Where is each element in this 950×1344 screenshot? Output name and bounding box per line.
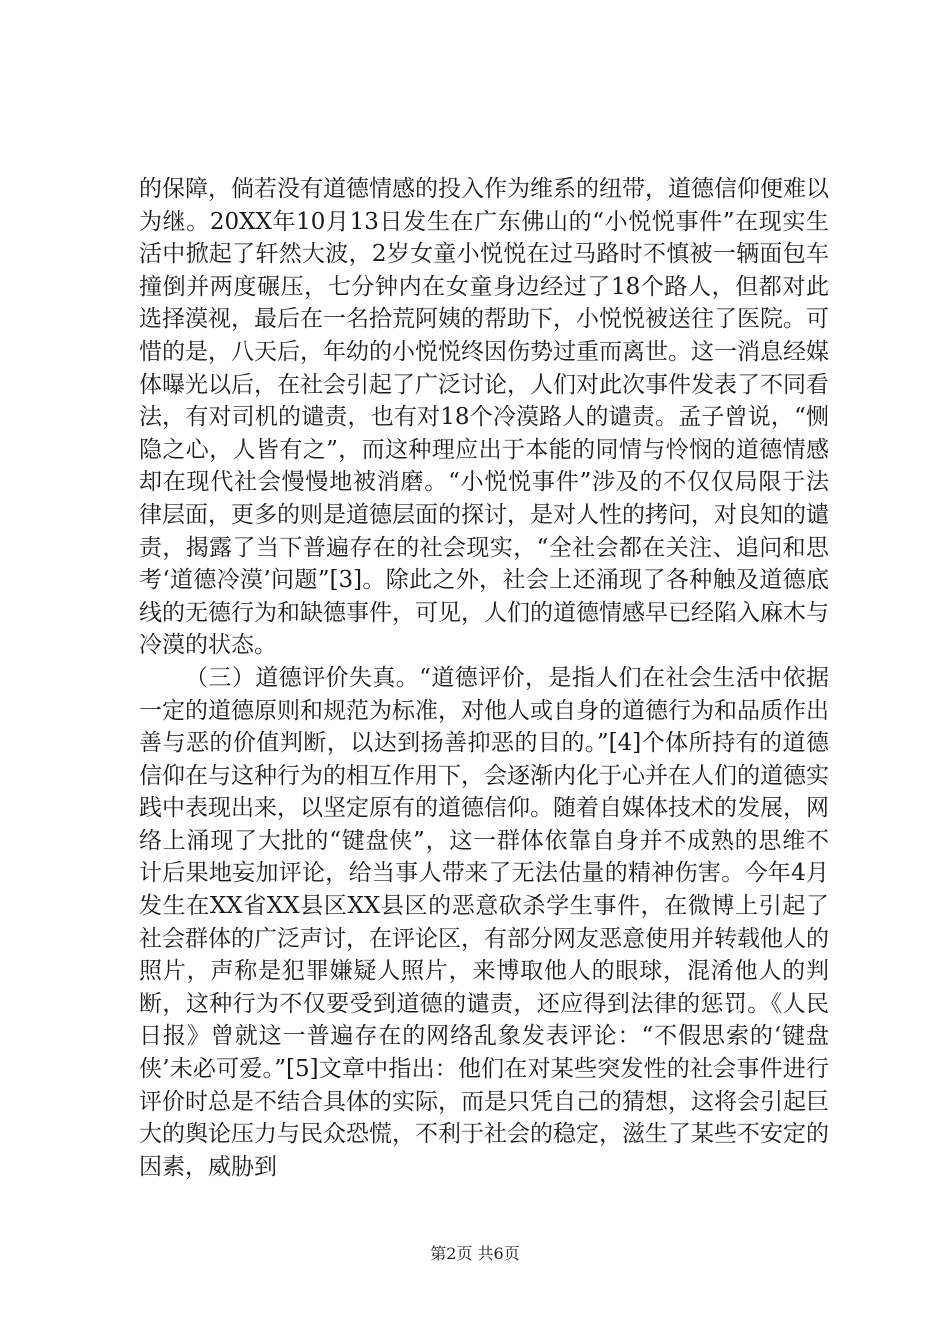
paragraph: （三）道德评价失真。“道德评价，是指人们在社会生活中依据一定的道德原则和规范为标准，对他人或自身的道德行为和品质作出善与恶的价值判断，以达到扬善抑恶的目的。”[4]个体所持有的道德信仰在与这种行为的相互作用下，会逐渐内化于心并在人们的道德实践中表现出来，以坚定原有的道德信仰。随着自媒体技术的发展，网络上涌现了大批的“键盘侠”，这一群体依靠自身并不成熟的思维不计后果地妄加评论，给当事人带来了无法估量的精神伤害。今年4月发生在XX省XX县区XX县区的恶意砍杀学生事件，在微博上引起了社会群体的广泛声讨，在评论区，有部分网友恶意使用并转载他人的照片，声称是犯罪嫌疑人照片，来博取他人的眼球，混淆他人的判断，这种行为不仅要受到道德的谴责，还应得到法律的惩罚。《人民日报》曾就这一普遍存在的网络乱象发表评论：“不假思索的‘键盘侠’未必可爱。”[5]文章中指出：他们在对某些突发性的社会事件进行评价时总是不结合具体的实际，而是只凭自己的猜想，这将会引起巨大的舆论压力与民众恐慌，不利于社会的稳定，滋生了某些不安定的因素，威胁到 — [139, 664, 829, 1180]
document-body — [139, 173, 829, 1183]
page-footer: 第2页 共6页 — [430, 1244, 520, 1263]
paragraph: 的保障，倘若没有道德情感的投入作为维系的纽带，道德信仰便难以为继。20XX年10月13日发生在广东佛山的“小悦悦事件”在现实生活中掀起了轩然大波，2岁女童小悦悦在过马路时不慎被一辆面包车撞倒并两度碾压，七分钟内在女童身边经过了18个路人，但都对此选择漠视，最后在一名拾荒阿姨的帮助下，小悦悦被送往了医院。可惜的是，八天后，年幼的小悦悦终因伤势过重而离世。这一消息经媒体曝光以后，在社会引起了广泛讨论，人们对此次事件发表了不同看法，有对司机的谴责，也有对18个冷漠路人的谴责。孟子曾说，“恻隐之心，人皆有之”，而这种理应出于本能的同情与怜悯的道德情感却在现代社会慢慢地被消磨。“小悦悦事件”涉及的不仅仅局限于法律层面，更多的则是道德层面的探讨，是对人性的拷问，对良知的谴责，揭露了当下普遍存在的社会现实，“全社会都在关注、追问和思考‘道德冷漠’问题”[3]。除此之外，社会上还涌现了各种触及道德底线的无德行为和缺德事件，可见，人们的道德情感早已经陷入麻木与冷漠的状态。 — [139, 176, 829, 659]
